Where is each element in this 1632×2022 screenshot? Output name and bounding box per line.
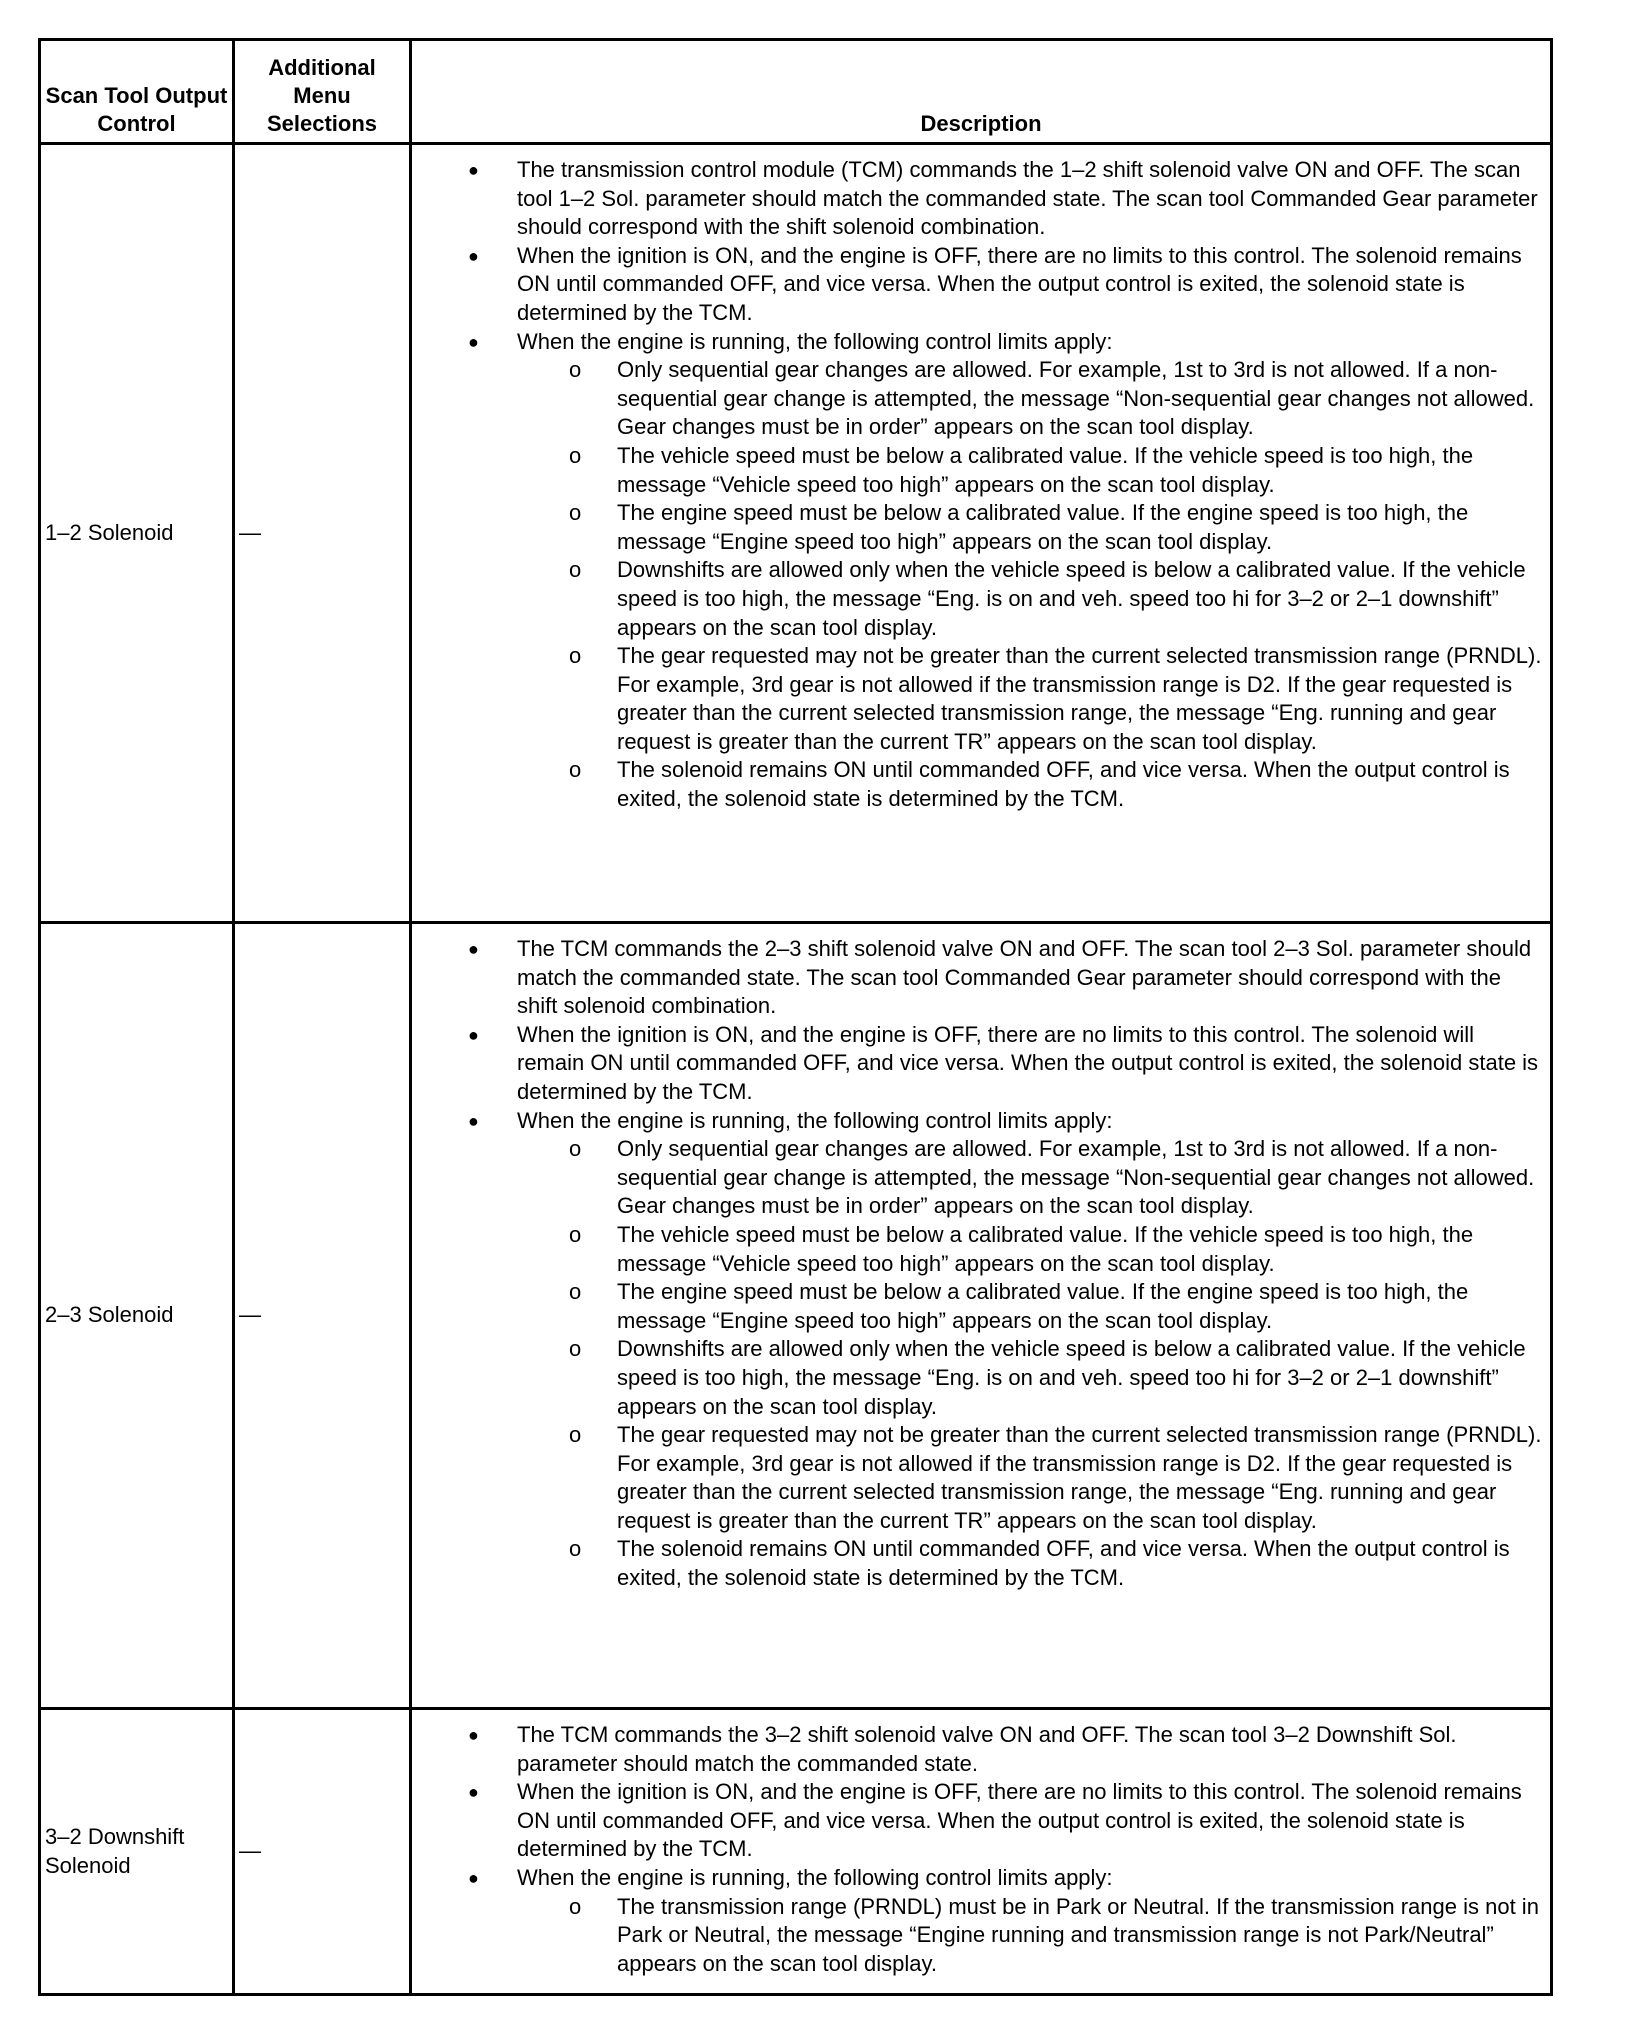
header-scan-tool-output-control: Scan Tool Output Control bbox=[40, 40, 234, 144]
sub-bullet-icon: o bbox=[569, 757, 582, 783]
sub-list-item: o The engine speed must be below a calibrated value. If the engine speed is too high, the message “Engine speed too high” appears on the scan tool display. bbox=[569, 500, 1469, 554]
description-cell bbox=[411, 923, 1552, 1709]
sub-bullet-icon: o bbox=[569, 500, 582, 526]
sub-list-item: o The gear requested may not be greater than the current selected transmission range (PRNDL). For example, 3rd gear is not allowed if the transmission range is D2. If the gear requested is greater than the current selected transmission range, the message “Eng. running and gear request is greater than the current TR” appears on the scan tool display. bbox=[569, 1422, 1542, 1533]
sub-bullet-icon: o bbox=[569, 1422, 582, 1448]
list-item: ● When the engine is running, the following control limits apply: o The transmission range (PRNDL) must be in Park or Neutral. If the transmission range is not in Park or Neutral, the message “Engine running and transmission range is not Park/Neutral” appears on the scan tool display. bbox=[412, 1864, 1550, 1978]
table-row bbox=[40, 923, 1552, 1709]
sub-list-item: o The vehicle speed must be below a calibrated value. If the vehicle speed is too high, the message “Vehicle speed too high” appears on the scan tool display. bbox=[569, 442, 1474, 497]
sub-list-item: o The solenoid remains ON until commanded OFF, and vice versa. When the output control is exited, the solenoid state is determined by the TCM. bbox=[569, 757, 1510, 812]
control-name: 3–2 Downshift Solenoid bbox=[40, 1709, 234, 1995]
bullet-icon: ● bbox=[468, 1782, 479, 1803]
sub-bullet-icon: o bbox=[569, 1136, 582, 1162]
sub-list-item: o Only sequential gear changes are allowed. For example, 1st to 3rd is not allowed. If a non-sequential gear change is attempted, the message “Non-sequential gear changes not allowed. Gear changes must be in order” appears on the scan tool display. bbox=[569, 357, 1535, 440]
sub-bullet-icon: o bbox=[569, 1893, 582, 1919]
list-item: ● When the engine is running, the following control limits apply: o Only sequential gear changes are allowed. For example, 1st to 3rd is not allowed. If a non-sequential gear change is attempted, the message “Non-sequential gear changes not allowed. Gear changes must be in order” appears on the scan tool display. o The vehicle speed must be below a calibrated value. If the vehicle speed is too high, the message “Vehicle speed too high” appears on the scan tool display. o The engine speed must be below a calibrated value. If the engine speed is too high, the message “Engine speed too high” appears on the scan tool display. o Downshifts are allowed only when the vehicle speed is below a calibrated value. If the vehicle speed is too high, the message “Eng. is on and veh. speed too hi for 3–2 or 2–1 downshift” appears on the scan tool display. o The gear requested may not be greater than the current selected transmission range (PRNDL). For example, 3rd gear is not allowed if the transmission range is D2. If the gear requested is greater than the current selected transmission range, the message “Eng. running and gear request is greater than the current TR” appears on the scan tool display. o The solenoid remains ON until commanded OFF, and vice versa. When the output control is exited, the solenoid state is determined by the TCM. bbox=[412, 1107, 1550, 1593]
sub-bullet-icon: o bbox=[569, 1336, 582, 1362]
sub-list-item: o Downshifts are allowed only when the vehicle speed is below a calibrated value. If the vehicle speed is too high, the message “Eng. is on and veh. speed too hi for 3–2 or 2–1 downshift” appears on the scan tool display. bbox=[569, 557, 1526, 640]
bullet-icon: ● bbox=[468, 1110, 479, 1131]
bullet-icon: ● bbox=[468, 1024, 479, 1045]
menu-selection: — bbox=[234, 923, 411, 1709]
list-item: ● When the ignition is ON, and the engine is OFF, there are no limits to this control. The solenoid will remain ON until commanded OFF, and vice versa. When the output control is exited, the solenoid state is determined by the TCM. bbox=[468, 1021, 1539, 1104]
header-description: Description bbox=[411, 40, 1552, 144]
sub-bullet-list bbox=[517, 1893, 1546, 1979]
bullet-icon: ● bbox=[468, 331, 479, 352]
list-item: ● The TCM commands the 2–3 shift solenoid valve ON and OFF. The scan tool 2–3 Sol. parameter should match the commanded state. The scan tool Commanded Gear parameter should correspond with the shift solenoid combination. bbox=[468, 936, 1532, 1019]
description-cell bbox=[411, 144, 1552, 923]
sub-bullet-icon: o bbox=[569, 1279, 582, 1305]
bullet-list bbox=[412, 1721, 1550, 1978]
sub-list-item: o Downshifts are allowed only when the vehicle speed is below a calibrated value. If the vehicle speed is too high, the message “Eng. is on and veh. speed too hi for 3–2 or 2–1 downshift” appears on the scan tool display. bbox=[569, 1336, 1526, 1419]
control-name: 2–3 Solenoid bbox=[40, 923, 234, 1709]
menu-selection: — bbox=[234, 144, 411, 923]
bullet-icon: ● bbox=[468, 245, 479, 266]
document-page bbox=[38, 38, 1550, 1996]
sub-list-item: o The transmission range (PRNDL) must be in Park or Neutral. If the transmission range is not in Park or Neutral, the message “Engine running and transmission range is not Park/Neutral” appears on the scan tool display. bbox=[569, 1893, 1539, 1976]
sub-list-item: o The vehicle speed must be below a calibrated value. If the vehicle speed is too high, the message “Vehicle speed too high” appears on the scan tool display. bbox=[569, 1221, 1474, 1276]
menu-selection: — bbox=[234, 1709, 411, 1995]
sub-bullet-icon: o bbox=[569, 357, 582, 383]
list-item: ● The TCM commands the 3–2 shift solenoid valve ON and OFF. The scan tool 3–2 Downshift Sol. parameter should match the commanded state. bbox=[468, 1722, 1457, 1776]
bullet-icon: ● bbox=[468, 160, 479, 180]
list-item: ● When the ignition is ON, and the engine is OFF, there are no limits to this control. The solenoid remains ON until commanded OFF, and vice versa. When the output control is exited, the solenoid state is determined by the TCM. bbox=[468, 1779, 1522, 1862]
sub-list-item: o Only sequential gear changes are allowed. For example, 1st to 3rd is not allowed. If a non-sequential gear change is attempted, the message “Non-sequential gear changes not allowed. Gear changes must be in order” appears on the scan tool display. bbox=[569, 1136, 1535, 1219]
list-item: ● The transmission control module (TCM) commands the 1–2 shift solenoid valve ON and OFF. The scan tool 1–2 Sol. parameter should match the commanded state. The scan tool Commanded Gear parameter should correspond with the shift solenoid combination. bbox=[468, 157, 1538, 240]
sub-list-item: o The solenoid remains ON until commanded OFF, and vice versa. When the output control is exited, the solenoid state is determined by the TCM. bbox=[569, 1536, 1510, 1591]
sub-bullet-icon: o bbox=[569, 1221, 582, 1247]
sub-bullet-icon: o bbox=[569, 557, 582, 583]
header-additional-menu-selections: Additional Menu Selections bbox=[234, 40, 411, 144]
list-item: ● When the ignition is ON, and the engine is OFF, there are no limits to this control. The solenoid remains ON until commanded OFF, and vice versa. When the output control is exited, the solenoid state is determined by the TCM. bbox=[468, 242, 1522, 325]
sub-bullet-icon: o bbox=[569, 1536, 582, 1562]
sub-bullet-icon: o bbox=[569, 442, 582, 468]
bullet-icon: ● bbox=[468, 1725, 479, 1745]
output-control-table bbox=[38, 38, 1553, 1996]
bullet-list bbox=[412, 156, 1550, 814]
sub-list-item: o The engine speed must be below a calibrated value. If the engine speed is too high, the message “Engine speed too high” appears on the scan tool display. bbox=[569, 1279, 1469, 1333]
sub-bullet-list bbox=[517, 356, 1546, 814]
description-cell bbox=[411, 1709, 1552, 1995]
sub-list-item: o The gear requested may not be greater than the current selected transmission range (PRNDL). For example, 3rd gear is not allowed if the transmission range is D2. If the gear requested is greater than the current selected transmission range, the message “Eng. running and gear request is greater than the current TR” appears on the scan tool display. bbox=[569, 643, 1542, 754]
list-item: ● When the engine is running, the following control limits apply: o Only sequential gear changes are allowed. For example, 1st to 3rd is not allowed. If a non-sequential gear change is attempted, the message “Non-sequential gear changes not allowed. Gear changes must be in order” appears on the scan tool display. o The vehicle speed must be below a calibrated value. If the vehicle speed is too high, the message “Vehicle speed too high” appears on the scan tool display. o The engine speed must be below a calibrated value. If the engine speed is too high, the message “Engine speed too high” appears on the scan tool display. o Downshifts are allowed only when the vehicle speed is below a calibrated value. If the vehicle speed is too high, the message “Eng. is on and veh. speed too hi for 3–2 or 2–1 downshift” appears on the scan tool display. o The gear requested may not be greater than the current selected transmission range (PRNDL). For example, 3rd gear is not allowed if the transmission range is D2. If the gear requested is greater than the current selected transmission range, the message “Eng. running and gear request is greater than the current TR” appears on the scan tool display. o The solenoid remains ON until commanded OFF, and vice versa. When the output control is exited, the solenoid state is determined by the TCM. bbox=[412, 328, 1550, 814]
control-name: 1–2 Solenoid bbox=[40, 144, 234, 923]
sub-bullet-list bbox=[517, 1135, 1546, 1593]
sub-bullet-icon: o bbox=[569, 643, 582, 669]
bullet-icon: ● bbox=[468, 1867, 479, 1888]
table-row bbox=[40, 1709, 1552, 1995]
bullet-icon: ● bbox=[468, 939, 479, 959]
header-row bbox=[40, 40, 1552, 144]
table-row bbox=[40, 144, 1552, 923]
bullet-list bbox=[412, 935, 1550, 1593]
